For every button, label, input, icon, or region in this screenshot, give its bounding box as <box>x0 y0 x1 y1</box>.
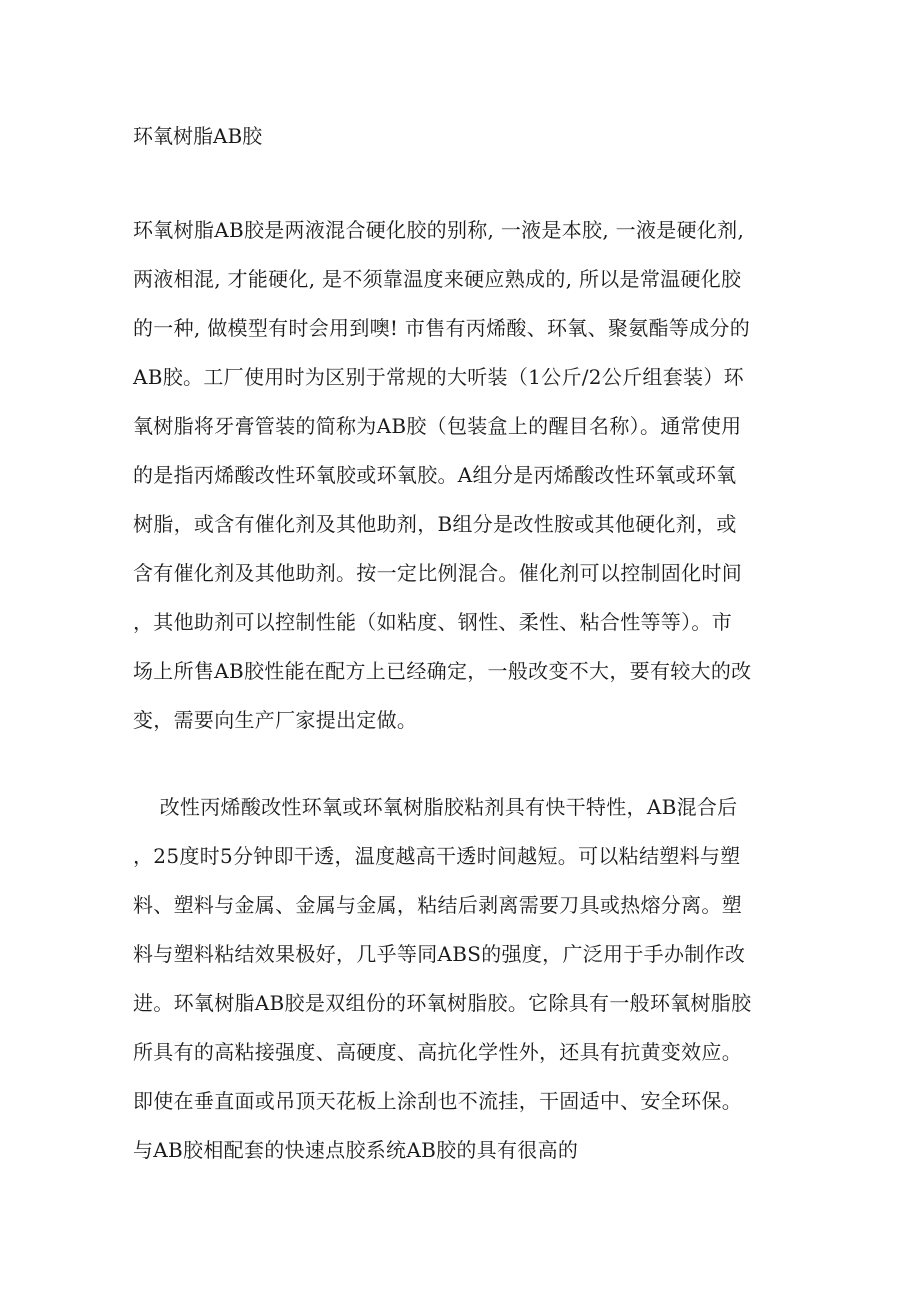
paragraph-line: 环氧树脂AB胶是两液混合硬化胶的别称, 一液是本胶, 一液是硬化剂, <box>133 218 745 242</box>
paragraph-line: 两液相混, 才能硬化, 是不须靠温度来硬应熟成的, 所以是常温硬化胶 <box>133 267 742 291</box>
paragraph-line: 的一种, 做模型有时会用到噢! 市售有丙烯酸、环氧、聚氨酯等成分的 <box>133 316 751 340</box>
paragraph-line: ，其他助剂可以控制性能（如粘度、钢性、柔性、粘合性等等）。市 <box>133 610 732 634</box>
paragraph-line: 料与塑料粘结效果极好，几乎等同ABS的强度，广泛用于手办制作改 <box>133 942 746 966</box>
paragraph-line: 场上所售AB胶性能在配方上已经确定，一般改变不大，要有较大的改 <box>133 659 752 683</box>
paragraph-line: 树脂，或含有催化剂及其他助剂，B组分是改性胺或其他硬化剂，或 <box>133 512 737 536</box>
paragraph-line: ，25度时5分钟即干透，温度越高干透时间越短。可以粘结塑料与塑 <box>133 844 741 868</box>
paragraph-line: 氧树脂将牙膏管装的简称为AB胶（包装盒上的醒目名称）。通常使用 <box>133 414 742 438</box>
paragraph-line: 改性丙烯酸改性环氧或环氧树脂胶粘剂具有快干特性，AB混合后 <box>133 795 738 819</box>
paragraph-line: 与AB胶相配套的快速点胶系统AB胶的具有很高的 <box>133 1138 579 1162</box>
paragraph-line: 所具有的高粘接强度、高硬度、高抗化学性外，还具有抗黄变效应。 <box>133 1040 742 1064</box>
paragraph-line: AB胶。工厂使用时为区别于常规的大听装（1公斤/2公斤组套装）环 <box>133 365 744 389</box>
paragraph-2 <box>133 783 751 1175</box>
paragraph-line: 变，需要向生产厂家提出定做。 <box>133 708 418 732</box>
paragraph-line: 的是指丙烯酸改性环氧胶或环氧胶。A组分是丙烯酸改性环氧或环氧 <box>133 463 737 487</box>
paragraph-line: 进。环氧树脂AB胶是双组份的环氧树脂胶。它除具有一般环氧树脂胶 <box>133 991 752 1015</box>
document-title: 环氧树脂AB胶 <box>133 124 263 148</box>
paragraph-line: 含有催化剂及其他助剂。按一定比例混合。催化剂可以控制固化时间 <box>133 561 742 585</box>
paragraph-line: 即使在垂直面或吊顶天花板上涂刮也不流挂，干固适中、安全环保。 <box>133 1089 742 1113</box>
paragraph-1 <box>133 206 751 745</box>
paragraph-line: 料、塑料与金属、金属与金属，粘结后剥离需要刀具或热熔分离。塑 <box>133 893 742 917</box>
